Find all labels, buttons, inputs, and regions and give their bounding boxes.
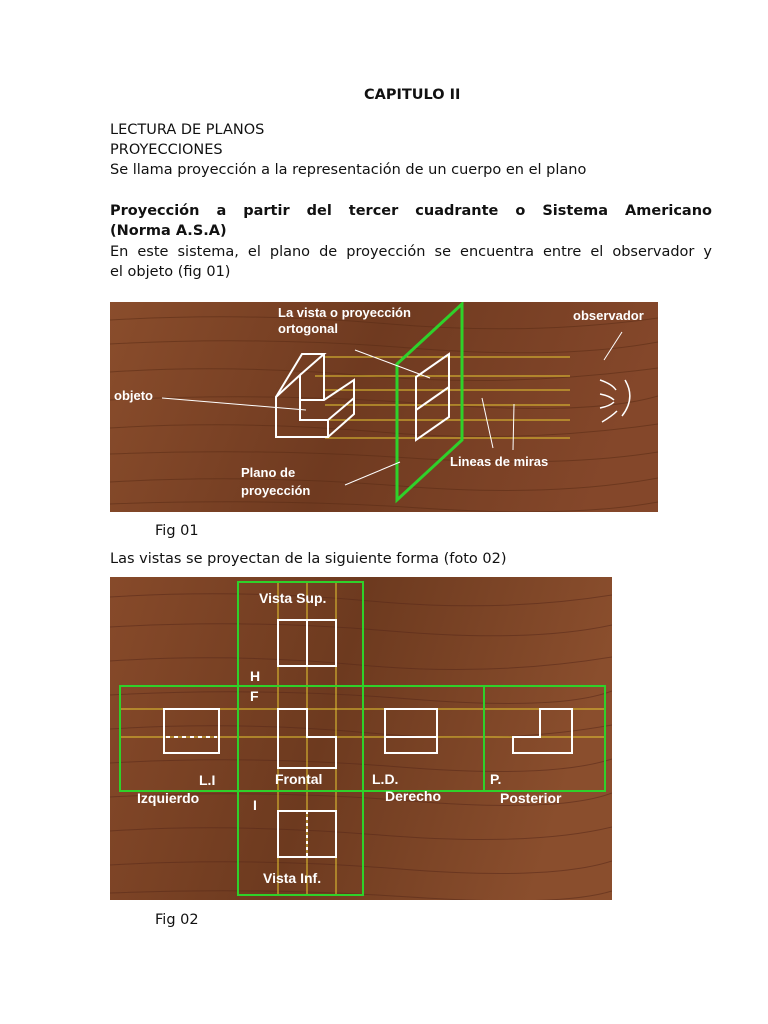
label-ortogonal: ortogonal [278, 321, 338, 336]
section-title: LECTURA DE PLANOS [110, 122, 265, 138]
label-vista: La vista o proyección [278, 305, 411, 320]
figure-01-projection-diagram [110, 302, 658, 512]
method-text-line2: el objeto (fig 01) [110, 264, 231, 280]
method-heading-line2: (Norma A.S.A) [110, 223, 227, 239]
wood-background [110, 577, 612, 900]
label-li: L.I [199, 772, 216, 788]
figure-02-views-layout [110, 577, 612, 900]
label-frontal: Frontal [275, 771, 323, 787]
method-heading-line1: Proyección a partir del tercer cuadrante o Sistema Americano [110, 203, 712, 219]
wood-background [110, 302, 658, 512]
label-ld: L.D. [372, 771, 399, 787]
label-lineas-de-miras: Lineas de miras [450, 454, 549, 469]
definition-text: Se llama proyección a la representación de un cuerpo en el plano [110, 162, 587, 178]
subsection-title: PROYECCIONES [110, 142, 223, 158]
method-text-line1: En este sistema, el plano de proyección se encuentra entre el observador y [110, 244, 712, 260]
label-plano: Plano de [241, 465, 296, 480]
chapter-title: CAPITULO II [364, 87, 461, 103]
label-objeto: objeto [114, 388, 153, 403]
label-derecho: Derecho [385, 788, 442, 804]
label-proyeccion: proyección [241, 483, 311, 498]
label-vista-inf: Vista Inf. [263, 870, 322, 886]
views-intro-text: Las vistas se proyectan de la siguiente forma (foto 02) [110, 551, 507, 567]
label-vista-sup: Vista Sup. [259, 590, 327, 606]
label-observador: observador [573, 308, 644, 323]
label-p: P. [490, 771, 502, 787]
label-izquierdo: Izquierdo [137, 790, 200, 806]
label-h: H [250, 668, 261, 684]
label-i: I [253, 797, 257, 813]
figure-01-caption: Fig 01 [155, 523, 199, 539]
label-f: F [250, 688, 259, 704]
label-posterior: Posterior [500, 790, 562, 806]
figure-02-caption: Fig 02 [155, 912, 199, 928]
